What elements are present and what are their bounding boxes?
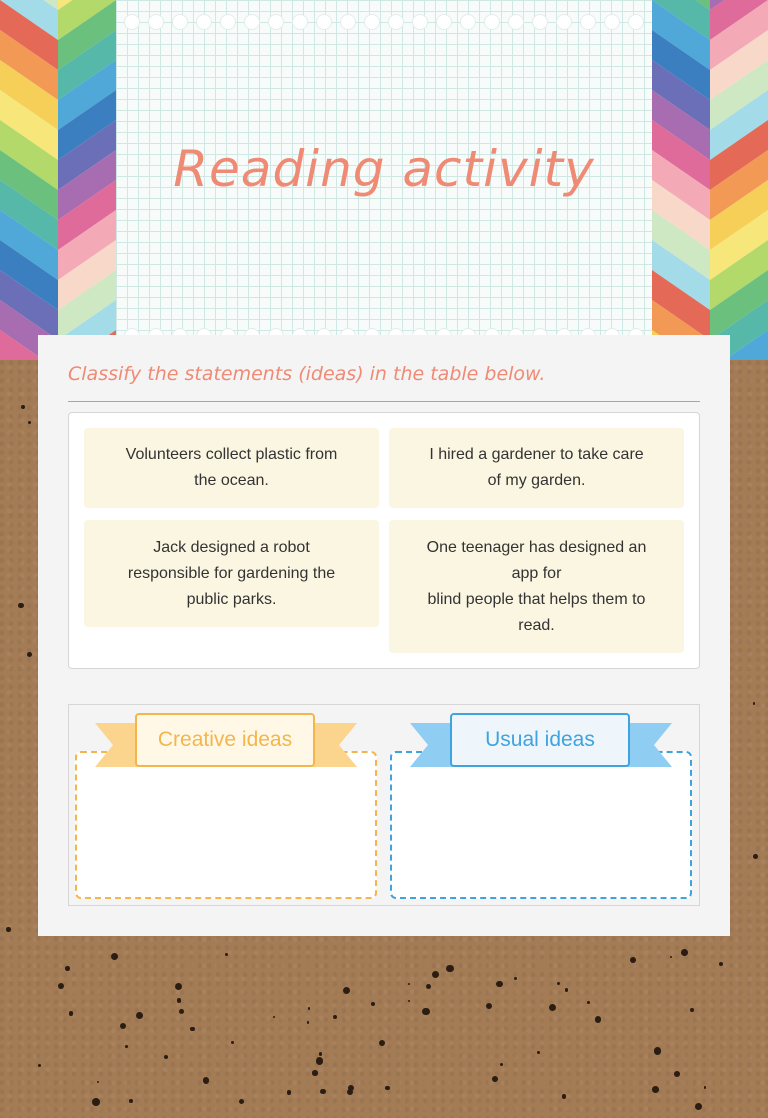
cardboard-speck (565, 988, 568, 991)
paper-hole (532, 14, 548, 30)
usual-ideas-ribbon (410, 713, 672, 777)
cardboard-speck (486, 1003, 492, 1009)
cardboard-speck (273, 1016, 275, 1018)
cardboard-speck (129, 1099, 133, 1103)
cardboard-speck (347, 1089, 353, 1095)
creative-ideas-label: Creative ideas (135, 713, 315, 767)
cardboard-speck (537, 1051, 540, 1054)
cardboard-speck (307, 1021, 310, 1024)
paper-hole (412, 14, 428, 30)
cardboard-speck (514, 977, 517, 980)
cardboard-speck (500, 1063, 503, 1066)
cardboard-speck (239, 1099, 244, 1104)
cardboard-speck (231, 1041, 234, 1044)
categories-container (68, 704, 700, 906)
cardboard-speck (203, 1077, 209, 1083)
cardboard-speck (753, 702, 756, 705)
cardboard-speck (408, 1000, 410, 1002)
cardboard-speck (316, 1057, 323, 1064)
cardboard-speck (125, 1045, 128, 1048)
cardboard-speck (422, 1008, 430, 1016)
paper-hole (316, 14, 332, 30)
creative-ideas-ribbon (95, 713, 357, 777)
cardboard-speck (38, 1064, 41, 1067)
cardboard-speck (408, 983, 410, 985)
paper-hole (628, 14, 644, 30)
instruction-text: Classify the statements (ideas) in the table below. (68, 363, 546, 385)
cardboard-speck (753, 854, 758, 859)
cardboard-speck (343, 987, 350, 994)
paper-hole (124, 14, 140, 30)
paper-hole (556, 14, 572, 30)
cardboard-speck (69, 1011, 74, 1016)
paper-hole (196, 14, 212, 30)
cardboard-speck (557, 982, 560, 985)
cardboard-speck (549, 1004, 556, 1011)
cardboard-speck (333, 1015, 337, 1019)
cardboard-speck (190, 1027, 195, 1032)
cardboard-speck (92, 1098, 100, 1106)
cardboard-speck (695, 1103, 702, 1110)
chevron-pattern-right (652, 0, 768, 360)
cardboard-speck (690, 1008, 694, 1012)
cardboard-speck (175, 983, 182, 990)
cardboard-speck (652, 1086, 659, 1093)
statement-card[interactable]: Jack designed a robot responsible for gardening the public parks. (84, 520, 379, 627)
paper-hole (388, 14, 404, 30)
cardboard-speck (6, 927, 10, 931)
statement-card[interactable]: One teenager has designed an app for blind people that helps them to read. (389, 520, 684, 653)
paper-hole (340, 14, 356, 30)
paper-hole (220, 14, 236, 30)
cardboard-speck (385, 1086, 390, 1091)
cardboard-speck (111, 953, 118, 960)
cardboard-speck (319, 1052, 322, 1055)
cardboard-speck (670, 956, 672, 958)
paper-hole (244, 14, 260, 30)
cardboard-speck (27, 652, 32, 657)
cardboard-speck (18, 603, 23, 608)
paper-hole (172, 14, 188, 30)
activity-card (38, 335, 730, 936)
statement-card[interactable]: Volunteers collect plastic from the ocean. (84, 428, 379, 508)
cardboard-speck (179, 1009, 184, 1014)
cardboard-speck (704, 1086, 706, 1088)
cardboard-speck (496, 981, 503, 988)
cardboard-speck (595, 1016, 602, 1023)
cardboard-speck (432, 971, 439, 978)
statement-card[interactable]: I hired a gardener to take care of my garden. (389, 428, 684, 508)
cardboard-speck (719, 962, 723, 966)
paper-hole (460, 14, 476, 30)
cardboard-speck (492, 1076, 498, 1082)
usual-ideas-label: Usual ideas (450, 713, 630, 767)
cardboard-speck (177, 998, 182, 1003)
cardboard-speck (587, 1001, 590, 1004)
cardboard-speck (308, 1007, 311, 1010)
cardboard-speck (21, 405, 25, 409)
divider (68, 401, 700, 402)
cardboard-speck (65, 966, 69, 970)
page-title: Reading activity (173, 140, 595, 198)
cardboard-speck (681, 949, 688, 956)
paper-hole (268, 14, 284, 30)
cardboard-speck (58, 983, 64, 989)
paper-hole (580, 14, 596, 30)
paper-hole (292, 14, 308, 30)
cardboard-speck (312, 1070, 318, 1076)
chevron-pattern-left (0, 0, 116, 360)
cardboard-speck (562, 1094, 567, 1099)
cardboard-speck (654, 1047, 662, 1055)
header-banner (0, 0, 768, 360)
cardboard-speck (225, 953, 228, 956)
cardboard-speck (164, 1055, 168, 1059)
paper-hole (364, 14, 380, 30)
cardboard-speck (28, 421, 31, 424)
paper-hole (436, 14, 452, 30)
cardboard-speck (630, 957, 636, 963)
paper-holes-top (124, 14, 644, 30)
cardboard-speck (287, 1090, 292, 1095)
cardboard-speck (120, 1023, 126, 1029)
paper-hole (508, 14, 524, 30)
cardboard-speck (379, 1040, 385, 1046)
cardboard-speck (320, 1089, 325, 1094)
paper-hole (148, 14, 164, 30)
paper-hole (604, 14, 620, 30)
cardboard-speck (674, 1071, 680, 1077)
paper-hole (484, 14, 500, 30)
cardboard-speck (371, 1002, 375, 1006)
cardboard-speck (136, 1012, 143, 1019)
cardboard-speck (97, 1081, 99, 1083)
statements-container (68, 412, 700, 669)
cardboard-speck (446, 965, 453, 972)
cardboard-speck (426, 984, 431, 989)
